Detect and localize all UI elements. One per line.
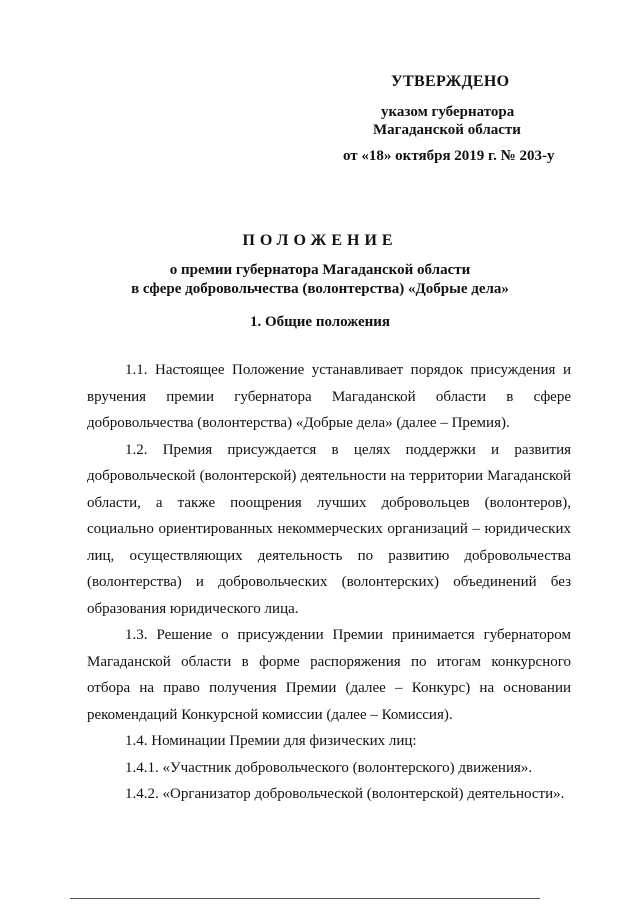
paragraph-1-3: 1.3. Решение о присуждении Премии принимается губернатором Магаданской области в форме распоряжения по итогам конкурсного отбора на право получения Премии (далее – Конкурс) на основании рекомендаций Конкурсной комиссии (далее – Комиссия). xyxy=(87,627,571,723)
paragraph-1-4-1: 1.4.1. «Участник добровольческого (волонтерского) движения». xyxy=(125,759,533,776)
paragraph-1-2: 1.2. Премия присуждается в целях поддержки и развития добровольческой (волонтерской) деятельности на территории Магаданской области, а также поощрения лучших добровольцев (волонтеров), социально ориентированных некоммерческих организаций – юридических лиц, осуществляющих деятельность по развитию добровольчества (волонтерства) и добровольческих (волонтерских) объединений без образования юридического лица. xyxy=(87,441,571,617)
approval-stamp-title: УТВЕРЖДЕНО xyxy=(391,73,510,90)
document-title: ПОЛОЖЕНИЕ xyxy=(242,232,398,249)
document-body xyxy=(87,357,571,808)
approval-date-line: от «18» октября 2019 г. № 203-у xyxy=(343,148,555,164)
document-subtitle-line2: в сфере добровольчества (волонтерства) «Добрые дела» xyxy=(131,281,509,297)
section-heading: 1. Общие положения xyxy=(249,314,391,330)
paragraph-1-4: 1.4. Номинации Премии для физических лиц: xyxy=(125,733,417,749)
document-subtitle-line1: о премии губернатора Магаданской области xyxy=(169,262,471,278)
paragraph-1-4-2: 1.4.2. «Организатор добровольческой (волонтерской) деятельности». xyxy=(125,786,565,802)
approval-decree-line: указом губернатора xyxy=(381,104,515,120)
page-bottom-edge xyxy=(70,898,540,899)
approval-region-line: Магаданской области xyxy=(373,122,521,138)
paragraph-1-1: 1.1. Настоящее Положение устанавливает порядок присуждения и вручения премии губернатора Магаданской области в сфере добровольчества (волонтерства) «Добрые дела» (далее – Премия). xyxy=(87,362,571,431)
